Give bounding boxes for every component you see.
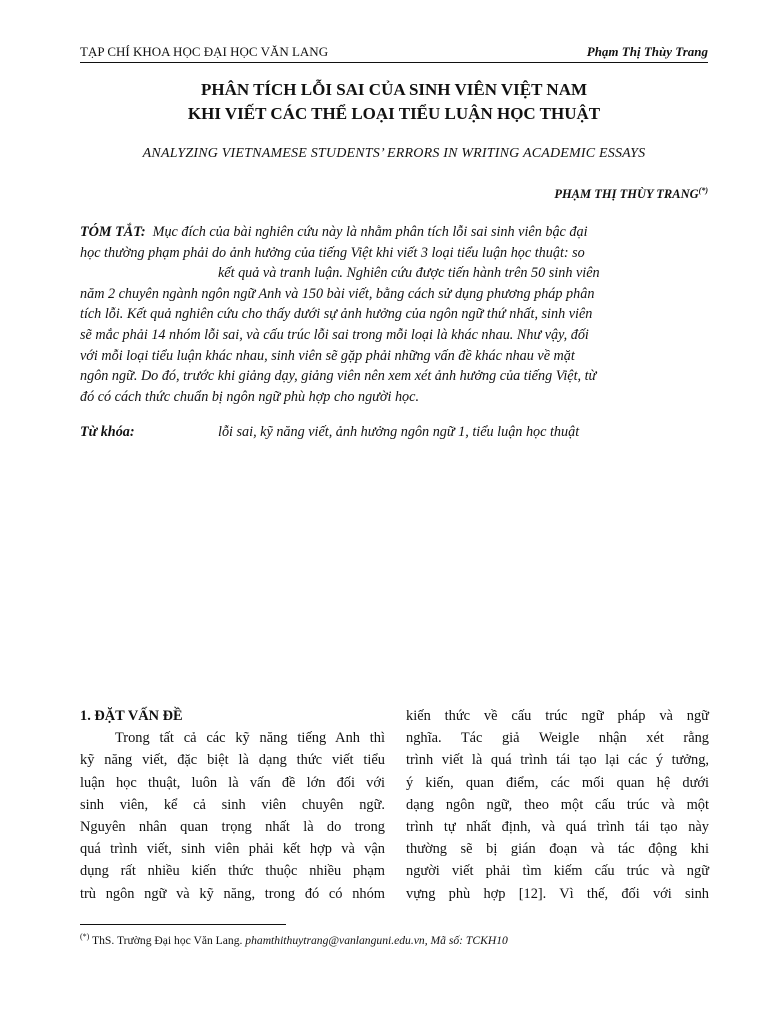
body-line: thường sẽ bị gián đoạn và tác động khi	[406, 841, 709, 858]
abstract-line: TÓM TẮT: Mục đích của bài nghiên cứu này là nhằm phân tích lỗi sai sinh viên bậc đại	[80, 224, 588, 240]
header-author: Phạm Thị Thùy Trang	[586, 44, 708, 59]
body-line: nghĩa. Tác giả Weigle nhận xét rằng	[406, 730, 709, 747]
abstract	[80, 222, 708, 407]
title-line-1: PHÂN TÍCH LỖI SAI CỦA SINH VIÊN VIỆT NAM	[200, 80, 588, 99]
body-line: vựng phù hợp [12]. Vì thế, đối với sinh	[406, 885, 709, 902]
body-line: người viết phải tìm kiếm cấu trúc và ngữ	[406, 863, 709, 880]
running-header	[80, 44, 708, 63]
body-line: kiến thức về cấu trúc ngữ pháp và ngữ	[406, 708, 709, 724]
body-column-right	[406, 705, 709, 905]
body-line: luận học thuật, luôn là vấn đề lớn đối với	[80, 774, 385, 791]
body-line: dụng rất nhiều kiến thức thuộc nhiều phạm	[80, 863, 385, 880]
abstract-line: ngôn ngữ. Do đó, trước khi giảng dạy, giảng viên nên xem xét ảnh hưởng của tiếng Việt, từ	[80, 368, 597, 385]
footnote-mark: (*)	[80, 932, 90, 941]
abstract-line: sẽ mắc phải 14 nhóm lỗi sai, và cấu trúc lỗi sai trong mỗi loại là khác nhau. Như vậy, đối	[80, 326, 589, 343]
paper-title	[80, 78, 708, 126]
body-line: kỹ năng viết, đặc biệt là dạng thức viết tiểu	[80, 752, 385, 769]
body-line: ý kiến, quan điểm, các mối quan hệ dưới	[406, 774, 709, 791]
abstract-line: đó có cách thức chuẩn bị ngôn ngữ phù hợp cho người học.	[80, 388, 419, 405]
keywords	[80, 424, 708, 441]
english-title: ANALYZING VIETNAMESE STUDENTS’ ERRORS IN WRITING ACADEMIC ESSAYS	[142, 146, 646, 161]
author-mark: (*)	[698, 186, 708, 195]
abstract-line: với mỗi loại tiểu luận khác nhau, sinh viên sẽ gặp phải những vấn đề khác nhau về mặt	[80, 347, 575, 364]
body-line: trình tự nhất định, và quá trình tái tạo này	[406, 819, 709, 836]
body-line: trù ngôn ngữ và kỹ năng, trong đó có nhóm	[80, 885, 385, 902]
body-column-left	[80, 705, 385, 905]
footnote	[80, 932, 708, 947]
title-line-2: KHI VIẾT CÁC THỂ LOẠI TIỂU LUẬN HỌC THUẬT	[187, 104, 601, 123]
body-line: quá trình viết, sinh viên phải kết hợp và vận	[80, 841, 385, 858]
section-heading: 1. ĐẶT VẤN ĐỀ	[80, 708, 183, 724]
abstract-line: năm 2 chuyên ngành ngôn ngữ Anh và 150 bài viết, bằng cách sử dụng phương pháp phân	[80, 285, 595, 302]
body-line: Nguyên nhân quan trọng nhất là do trong	[80, 819, 385, 836]
author-name: PHẠM THỊ THÙY TRANG	[554, 187, 699, 202]
abstract-line: học thường phạm phải do ảnh hưởng của tiếng Việt khi viết 3 loại tiểu luận học thuật: so	[80, 244, 585, 261]
body-line: trình viết là quá trình tái tạo lại các ý tưởng,	[406, 752, 709, 769]
author-byline	[80, 186, 708, 202]
body-line: Trong tất cả các kỹ năng tiếng Anh thì	[115, 730, 385, 747]
footnote-contact: phamthithuytrang@vanlanguni.edu.vn, Mã số: TCKH10	[245, 933, 508, 947]
footnote-rule	[80, 924, 286, 925]
abstract-line: kết quả và tranh luận. Nghiên cứu được tiến hành trên 50 sinh viên	[218, 265, 600, 282]
journal-name: TẠP CHÍ KHOA HỌC ĐẠI HỌC VĂN LANG	[80, 44, 329, 59]
keywords-label: Từ khóa:	[80, 424, 135, 440]
body-line: sinh viên, kể cả sinh viên chuyên ngữ.	[80, 796, 385, 813]
abstract-line: tích lỗi. Kết quả nghiên cứu cho thấy dưới sự ảnh hưởng của ngôn ngữ thứ nhất, sinh viên	[80, 306, 593, 323]
abstract-label: TÓM TẮT:	[80, 224, 146, 240]
footnote-text: ThS. Trường Đại học Văn Lang.	[92, 933, 243, 947]
body-line: dạng ngôn ngữ, theo một cấu trúc và một	[406, 796, 709, 813]
keywords-text: lỗi sai, kỹ năng viết, ảnh hưởng ngôn ngữ 1, tiểu luận học thuật	[218, 424, 580, 440]
